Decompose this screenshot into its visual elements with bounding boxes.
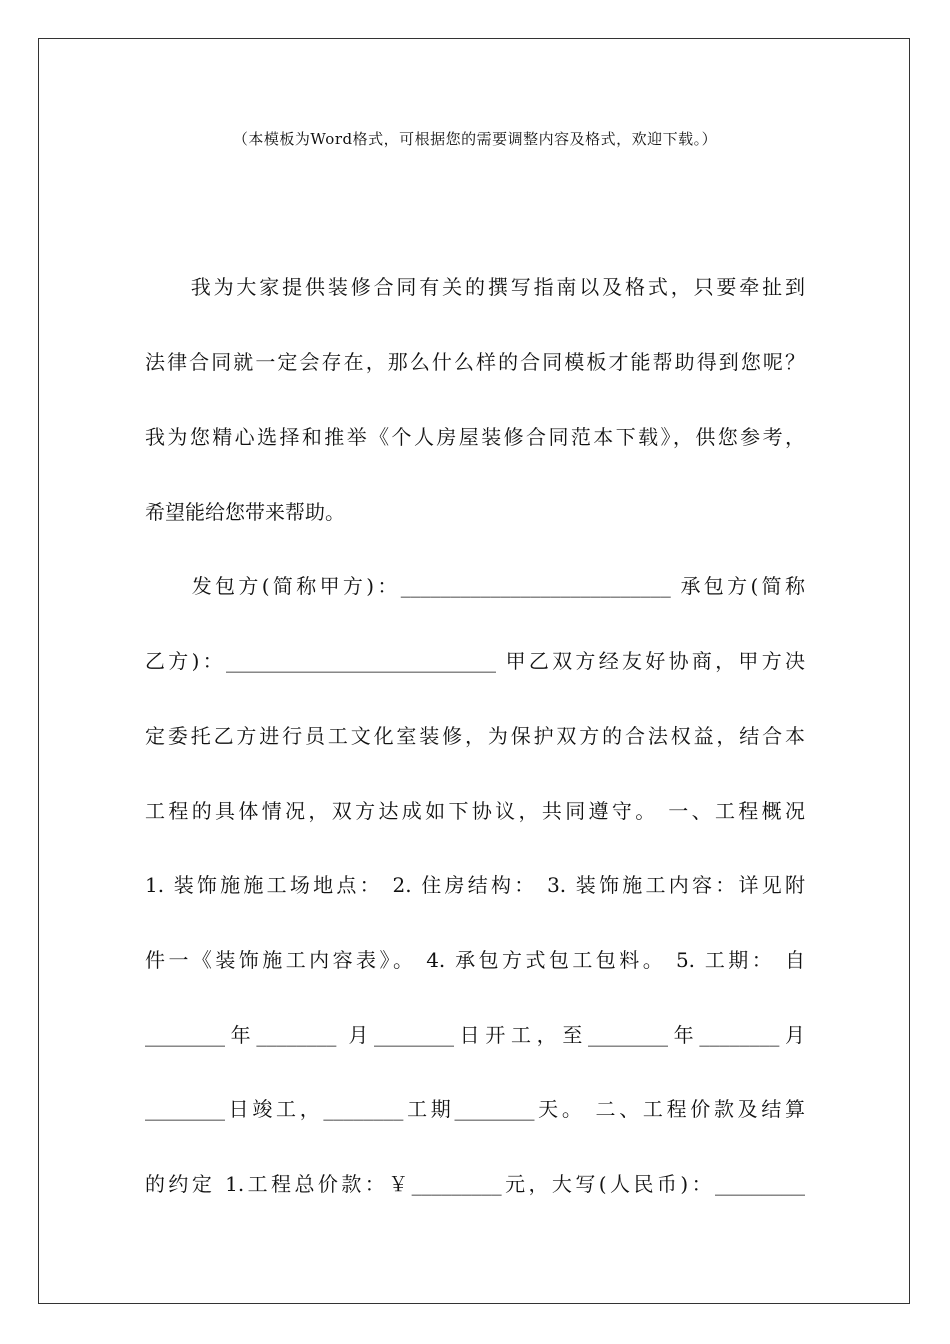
paragraph-line: 1. 装饰施施工场地点： 2. 住房结构： 3. 装饰施工内容：详见附	[145, 873, 805, 897]
paragraph-line: 发包方(简称甲方)：___________________________ 承包方(简称	[145, 574, 805, 598]
paragraph-line: 工程的具体情况，双方达成如下协议，共同遵守。 一、工程概况	[145, 799, 805, 823]
paragraph-line: 我为您精心选择和推举《个人房屋装修合同范本下载》，供您参考，	[145, 425, 805, 449]
paragraph-line: ________年________ 月________日开工，至________年________月	[145, 1023, 805, 1047]
paragraph-line: 我为大家提供装修合同有关的撰写指南以及格式，只要牵扯到	[145, 275, 805, 299]
paragraph-line: 的约定 1.工程总价款：￥_________元，大写(人民币)：_________	[145, 1172, 805, 1196]
paragraph-line: 乙方)：___________________________ 甲乙双方经友好协商，甲方决	[145, 649, 805, 673]
paragraph-line: 法律合同就一定会存在，那么什么样的合同模板才能帮助得到您呢？	[145, 350, 805, 374]
paragraph-line: 定委托乙方进行员工文化室装修，为保护双方的合法权益，结合本	[145, 724, 805, 748]
template-note: （本模板为Word格式，可根据您的需要调整内容及格式，欢迎下载。）	[232, 130, 718, 148]
paragraph-line: 件一《装饰施工内容表》。 4. 承包方式包工包料。 5. 工期： 自	[145, 948, 805, 972]
paragraph-line: 希望能给您带来帮助。	[145, 500, 345, 524]
paragraph-line: ________日竣工，________工期________天。 二、工程价款及结算	[145, 1097, 805, 1121]
